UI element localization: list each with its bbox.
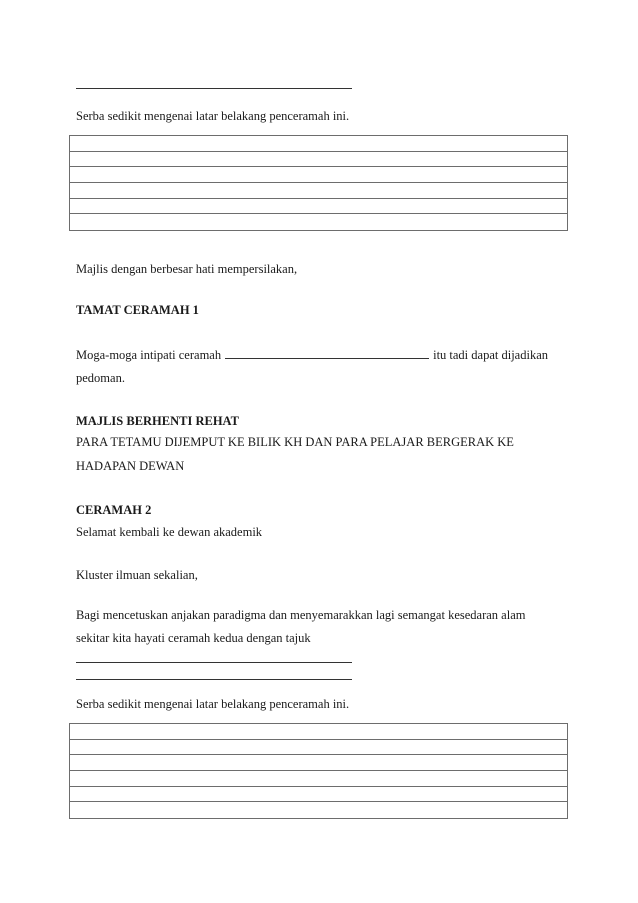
ruled-line xyxy=(70,755,567,771)
break-line1: PARA TETAMU DIJEMPUT KE BILIK KH DAN PARA PELAJAR BERGERAK KE xyxy=(76,435,514,449)
break-heading: MAJLIS BERHENTI REHAT xyxy=(76,414,239,428)
talk-2-intro-line2: sekitar kita hayati ceramah kedua dengan tajuk xyxy=(76,631,311,645)
end-talk-1-heading: TAMAT CERAMAH 1 xyxy=(76,303,199,317)
ruled-line xyxy=(70,136,567,152)
ruled-line xyxy=(70,152,567,168)
speaker-background-lines-2 xyxy=(69,723,568,819)
speaker-background-lines xyxy=(69,135,568,231)
end-talk-1-line-before: Moga-moga intipati ceramah xyxy=(76,348,222,362)
ruled-line xyxy=(70,214,567,230)
invite-text: Majlis dengan berbesar hati mempersilakan, xyxy=(76,262,298,276)
ruled-line xyxy=(70,183,567,199)
ruled-line xyxy=(70,740,567,756)
talk-2-heading: CERAMAH 2 xyxy=(76,503,152,517)
title-blank-line xyxy=(76,88,352,89)
end-talk-1-line xyxy=(76,347,548,363)
talk-2-greeting: Kluster ilmuan sekalian, xyxy=(76,568,198,582)
talk-2-intro-line1: Bagi mencetuskan anjakan paradigma dan menyemarakkan lagi semangat kesedaran alam xyxy=(76,608,526,622)
ruled-line xyxy=(70,724,567,740)
ruled-line xyxy=(70,771,567,787)
break-line2: HADAPAN DEWAN xyxy=(76,459,185,473)
ruled-line xyxy=(70,787,567,803)
ruled-line xyxy=(70,199,567,215)
speaker-background-label: Serba sedikit mengenai latar belakang penceramah ini. xyxy=(76,109,350,123)
talk-2-title-blank-line-2 xyxy=(76,679,352,680)
end-talk-1-line-after: itu tadi dapat dijadikan xyxy=(433,348,548,362)
end-talk-1-line2: pedoman. xyxy=(76,371,125,385)
talk-2-title-blank-line-1 xyxy=(76,662,352,663)
talk-title-blank xyxy=(225,347,429,359)
speaker-background-label-2: Serba sedikit mengenai latar belakang penceramah ini. xyxy=(76,697,350,711)
ruled-line xyxy=(70,167,567,183)
talk-2-welcome: Selamat kembali ke dewan akademik xyxy=(76,525,263,539)
ruled-line xyxy=(70,802,567,818)
